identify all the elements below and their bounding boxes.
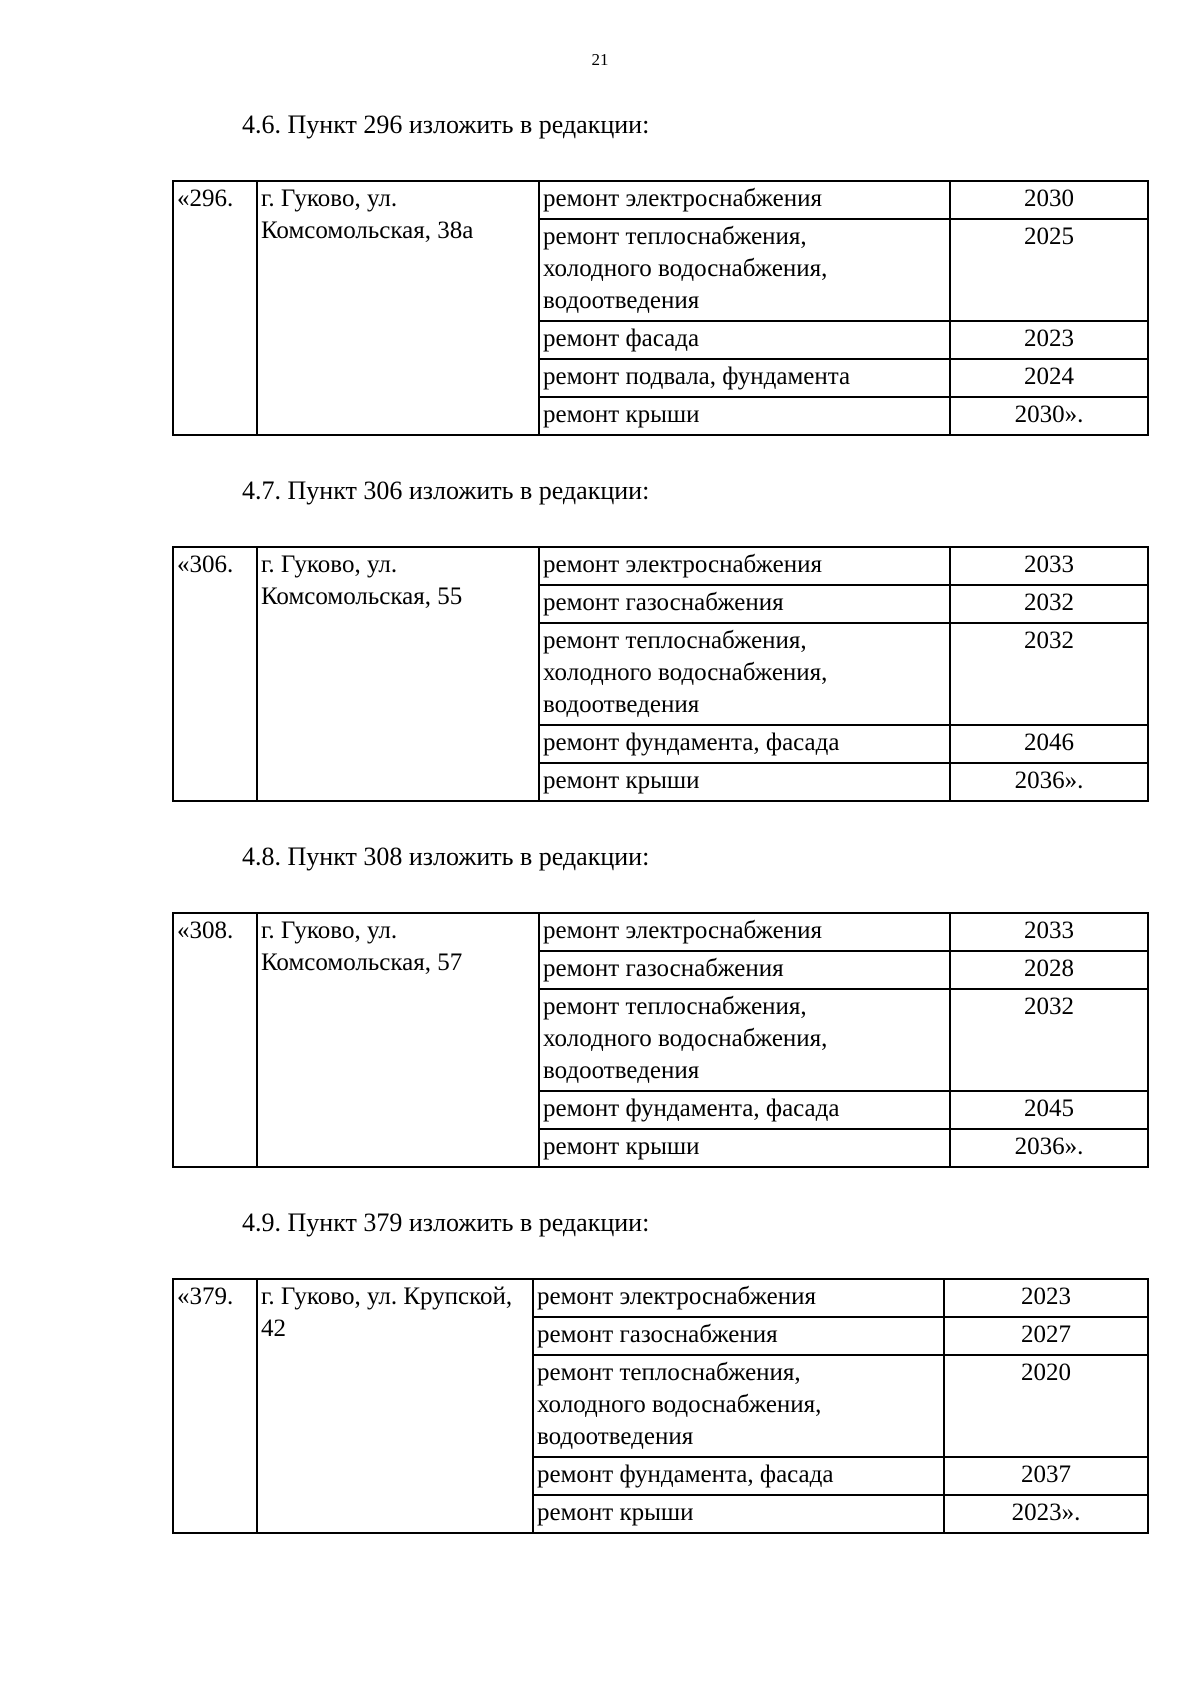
work-type: ремонт газоснабжения — [539, 951, 950, 989]
work-year: 2032 — [950, 585, 1148, 623]
work-type: ремонт газоснабжения — [539, 585, 950, 623]
work-year: 2023 — [944, 1279, 1148, 1317]
work-year: 2025 — [950, 219, 1148, 321]
amendment-table — [172, 546, 1149, 802]
work-type: ремонт крыши — [533, 1495, 944, 1533]
work-year: 2023 — [950, 321, 1148, 359]
item-address: г. Гуково, ул. Крупской, 42 — [257, 1279, 533, 1533]
work-type: ремонт фасада — [539, 321, 950, 359]
work-year: 2030». — [950, 397, 1148, 435]
work-year: 2023». — [944, 1495, 1148, 1533]
work-year: 2028 — [950, 951, 1148, 989]
section-heading: 4.8. Пункт 308 изложить в редакции: — [242, 842, 650, 871]
work-year: 2045 — [950, 1091, 1148, 1129]
work-type: ремонт крыши — [539, 763, 950, 801]
section-heading: 4.9. Пункт 379 изложить в редакции: — [242, 1208, 650, 1237]
work-year: 2024 — [950, 359, 1148, 397]
work-year: 2037 — [944, 1457, 1148, 1495]
work-year: 2046 — [950, 725, 1148, 763]
work-type: ремонт фундамента, фасада — [539, 725, 950, 763]
work-type: ремонт электроснабжения — [539, 181, 950, 219]
work-year: 2027 — [944, 1317, 1148, 1355]
item-number: «379. — [173, 1279, 257, 1533]
work-type: ремонт газоснабжения — [533, 1317, 944, 1355]
work-type: ремонт подвала, фундамента — [539, 359, 950, 397]
table-row — [173, 1279, 1148, 1317]
work-year: 2020 — [944, 1355, 1148, 1457]
item-address: г. Гуково, ул. Комсомольская, 55 — [257, 547, 539, 801]
section-heading: 4.7. Пункт 306 изложить в редакции: — [242, 476, 650, 505]
table-row — [173, 181, 1148, 219]
work-type: ремонт крыши — [539, 397, 950, 435]
work-year: 2032 — [950, 623, 1148, 725]
item-number: «306. — [173, 547, 257, 801]
page-number: 21 — [591, 50, 609, 69]
work-type: ремонт электроснабжения — [533, 1279, 944, 1317]
work-year: 2030 — [950, 181, 1148, 219]
work-type: ремонт фундамента, фасада — [539, 1091, 950, 1129]
work-type: ремонт электроснабжения — [539, 547, 950, 585]
item-address: г. Гуково, ул. Комсомольская, 57 — [257, 913, 539, 1167]
section-heading: 4.6. Пункт 296 изложить в редакции: — [242, 110, 650, 139]
work-type: ремонт фундамента, фасада — [533, 1457, 944, 1495]
amendment-table — [172, 912, 1149, 1168]
amendment-table — [172, 1278, 1149, 1534]
work-type: ремонт теплоснабжения, холодного водоснабжения, водоотведения — [533, 1355, 944, 1457]
table-row — [173, 913, 1148, 951]
work-year: 2036». — [950, 1129, 1148, 1167]
work-type: ремонт теплоснабжения, холодного водоснабжения, водоотведения — [539, 989, 950, 1091]
work-type: ремонт крыши — [539, 1129, 950, 1167]
table-row — [173, 547, 1148, 585]
item-address: г. Гуково, ул. Комсомольская, 38а — [257, 181, 539, 435]
item-number: «296. — [173, 181, 257, 435]
work-type: ремонт электроснабжения — [539, 913, 950, 951]
work-year: 2036». — [950, 763, 1148, 801]
work-type: ремонт теплоснабжения, холодного водоснабжения, водоотведения — [539, 623, 950, 725]
amendment-table — [172, 180, 1149, 436]
work-year: 2032 — [950, 989, 1148, 1091]
item-number: «308. — [173, 913, 257, 1167]
work-year: 2033 — [950, 547, 1148, 585]
work-year: 2033 — [950, 913, 1148, 951]
work-type: ремонт теплоснабжения, холодного водоснабжения, водоотведения — [539, 219, 950, 321]
